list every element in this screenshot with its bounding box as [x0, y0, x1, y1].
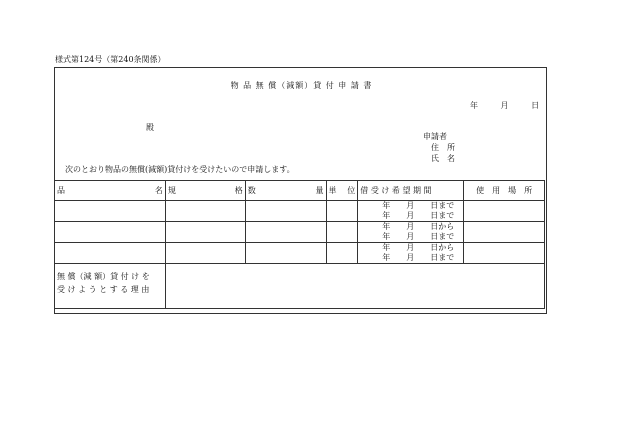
cell-quantity[interactable] [245, 243, 326, 264]
date-year: 年 [470, 101, 478, 110]
reason-label-line2: 受 け よ う と す る 理 由 [57, 285, 150, 294]
cell-unit[interactable] [326, 222, 358, 243]
intro-text: 次のとおり物品の無償(減額)貸付けを受けたいので申請します。 [65, 165, 295, 174]
header-unit: 単 位 [326, 181, 358, 201]
date-line [470, 101, 539, 111]
cell-spec[interactable] [165, 201, 245, 222]
table-row [55, 201, 545, 222]
cell-quantity[interactable] [245, 222, 326, 243]
period-end: 年 月 日まで [382, 211, 455, 220]
cell-quantity[interactable] [245, 201, 326, 222]
period-start: 年 月 日まで [382, 201, 455, 210]
header-usage-location: 使 用 場 所 [464, 181, 545, 201]
cell-usage-location[interactable] [464, 243, 545, 264]
reason-label [55, 264, 166, 309]
period-end: 年 月 日まで [382, 253, 455, 262]
header-loan-period: 借 受 け 希 望 期 間 [358, 181, 464, 201]
cell-item-name[interactable] [55, 201, 166, 222]
cell-spec[interactable] [165, 243, 245, 264]
table-row [55, 243, 545, 264]
header-item-name: 品 名 [55, 181, 166, 201]
table-row [55, 222, 545, 243]
form-number: 様式第124号（第240条関係） [55, 55, 166, 64]
items-table [54, 180, 545, 309]
cell-unit[interactable] [326, 243, 358, 264]
document-title: 物 品 無 償（減額）貸 付 申 請 書 [230, 81, 373, 90]
reason-row [55, 264, 545, 309]
cell-loan-period[interactable] [358, 243, 464, 264]
applicant-label: 申請者 [423, 132, 447, 141]
reason-input[interactable] [165, 264, 544, 309]
period-end: 年 月 日まで [382, 232, 455, 241]
cell-usage-location[interactable] [464, 222, 545, 243]
period-start: 年 月 日から [382, 222, 455, 231]
date-month: 月 [500, 101, 509, 110]
header-spec: 規 格 [165, 181, 245, 201]
date-day: 日 [531, 101, 540, 110]
cell-item-name[interactable] [55, 243, 166, 264]
addressee-suffix: 殿 [146, 123, 154, 132]
application-form [54, 67, 547, 314]
cell-usage-location[interactable] [464, 201, 545, 222]
header-row [55, 181, 545, 201]
name-label: 氏 名 [431, 154, 455, 163]
address-label: 住 所 [431, 143, 455, 152]
cell-loan-period[interactable] [358, 222, 464, 243]
cell-item-name[interactable] [55, 222, 166, 243]
reason-label-line1: 無 償（減 額）貸 付 け を [57, 272, 150, 281]
cell-unit[interactable] [326, 201, 358, 222]
header-quantity: 数 量 [245, 181, 326, 201]
period-start: 年 月 日から [382, 243, 455, 252]
cell-spec[interactable] [165, 222, 245, 243]
cell-loan-period[interactable] [358, 201, 464, 222]
